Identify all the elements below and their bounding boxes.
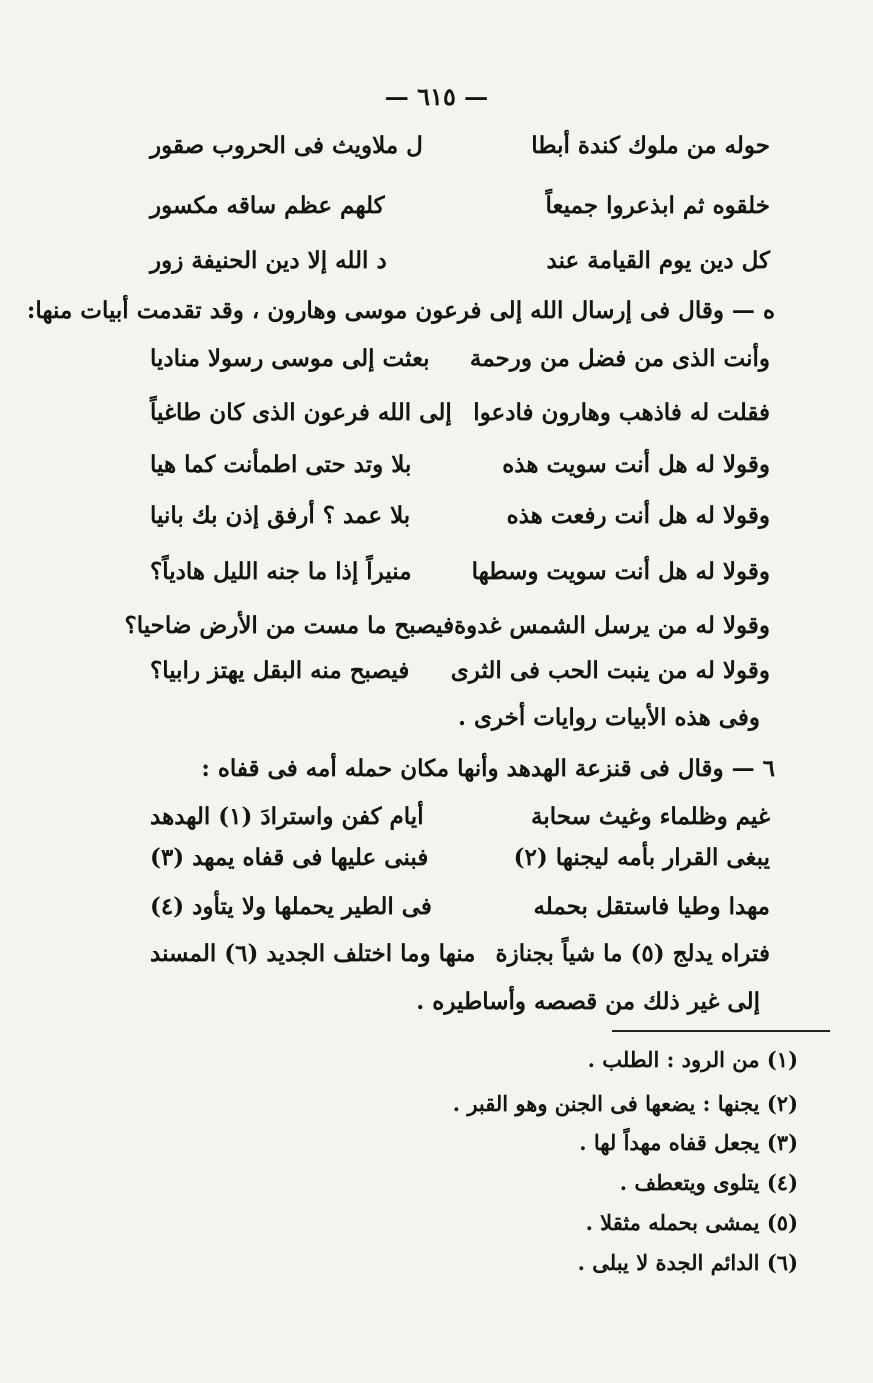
verse-first-hemistich: وقولا له من يرسل الشمس غدوة [454,612,770,639]
verse-line [150,192,770,219]
verse-second-hemistich: كلهم عظم ساقه مكسور [150,192,385,219]
footnote: (٣) يجعل قفاه مهداً لها . [579,1130,798,1155]
verse-line [150,940,770,967]
section-note: وفى هذه الأبيات روايات أخرى . [457,704,760,731]
verse-second-hemistich: د الله إلا دين الحنيفة زور [150,247,387,274]
verse-line [150,558,770,585]
verse-first-hemistich: حوله من ملوك كندة أبطا [531,132,770,159]
section-heading-6: ٦ — وقال فى قنزعة الهدهد وأنها مكان حمله أمه فى قفاه : [201,755,775,782]
verse-line [150,399,770,426]
verse-line [150,451,770,478]
verse-first-hemistich: كل دين يوم القيامة عند [546,247,770,274]
verse-second-hemistich: منها وما اختلف الجديد (٦) المسند [150,940,476,967]
footnote: (٦) الدائم الجدة لا يبلى . [577,1250,798,1275]
verse-first-hemistich: يبغى القرار بأمه ليجنها (٢) [513,844,770,871]
verse-second-hemistich: إلى الله فرعون الذى كان طاغياً [150,399,452,426]
verse-line [150,132,770,159]
verse-line [150,247,770,274]
verse-first-hemistich: وقولا له هل أنت رفعت هذه [506,502,770,529]
verse-first-hemistich: مهدا وطيا فاستقل بحمله [533,893,770,920]
verse-first-hemistich: غيم وظلماء وغيث سحابة [531,803,770,830]
verse-line [150,893,770,920]
verse-second-hemistich: ل ملاويث فى الحروب صقور [150,132,423,159]
verse-second-hemistich: فبنى عليها فى قفاه يمهد (٣) [150,844,429,871]
verse-second-hemistich: بعثت إلى موسى رسولا مناديا [150,345,430,372]
verse-first-hemistich: وقولا له هل أنت سويت وسطها [471,558,770,585]
verse-second-hemistich: فى الطير يحملها ولا يتأود (٤) [150,893,432,920]
verse-first-hemistich: فقلت له فاذهب وهارون فادعوا [473,399,770,426]
verse-line [150,803,770,830]
verse-line [150,502,770,529]
verse-second-hemistich: فيصبح ما مست من الأرض ضاحيا؟ [124,612,455,639]
footnote-divider [612,1030,830,1032]
page-number: — ٦١٥ — [384,82,489,111]
verse-line [150,844,770,871]
verse-line [150,345,770,372]
footnote: (١) من الرود : الطلب . [587,1047,798,1072]
footnote: (٤) يتلوى ويتعطف . [619,1170,798,1195]
verse-first-hemistich: خلقوه ثم ابذعروا جميعاً [545,192,770,219]
verse-first-hemistich: وقولا له هل أنت سويت هذه [502,451,770,478]
verse-second-hemistich: أيام كفن واسترادَ (١) الهدهد [150,803,424,830]
closing-line: إلى غير ذلك من قصصه وأساطيره . [416,988,760,1015]
verse-line [124,612,770,639]
footnote: (٢) يجنها : يضعها فى الجنن وهو القبر . [452,1091,798,1116]
verse-second-hemistich: فيصبح منه البقل يهتز رابيا؟ [150,657,410,684]
section-heading-5: ه — وقال فى إرسال الله إلى فرعون موسى وهارون ، وقد تقدمت أبيات منها: [26,297,775,324]
verse-first-hemistich: فتراه يدلج (٥) ما شياً بجنازة [495,940,770,967]
verse-first-hemistich: وقولا له من ينبت الحب فى الثرى [450,657,770,684]
verse-second-hemistich: بلا وتد حتى اطمأنت كما هيا [150,451,412,478]
verse-second-hemistich: منيراً إذا ما جنه الليل هادياً؟ [150,558,412,585]
verse-line [150,657,770,684]
footnote: (٥) يمشى بحمله مثقلا . [585,1210,798,1235]
verse-second-hemistich: بلا عمد ؟ أرفق إذن بك بانيا [150,502,411,529]
verse-first-hemistich: وأنت الذى من فضل من ورحمة [469,345,770,372]
